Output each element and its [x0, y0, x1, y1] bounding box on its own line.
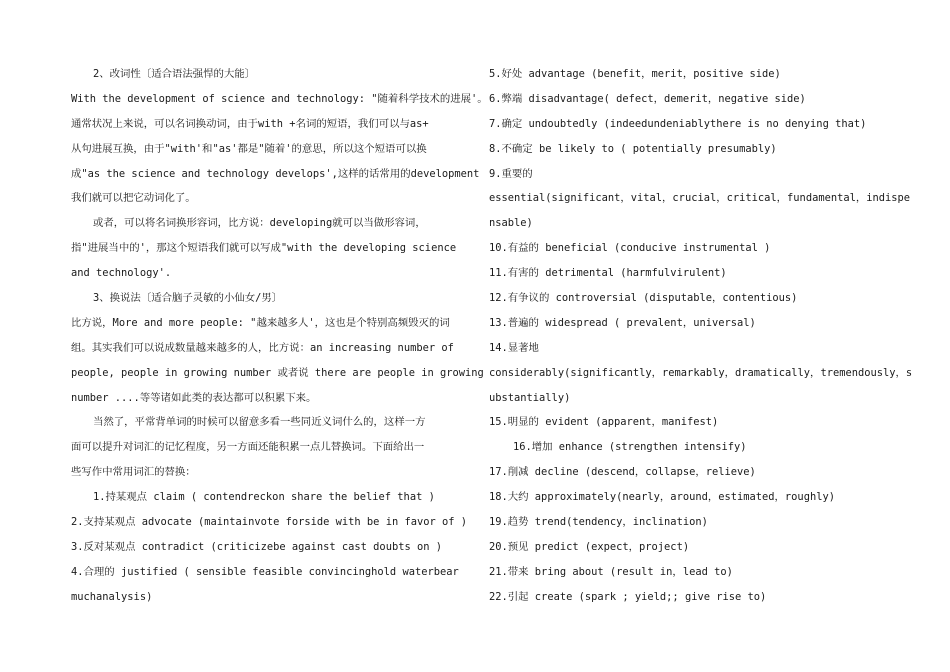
left-column-line: 从句进展互换，由于"with'和"as'都是"随着'的意思，所以这个短语可以换 [71, 142, 427, 155]
right-column-line: considerably(significantly，remarkably，dramatically，tremendously，s [489, 366, 913, 379]
left-column [71, 62, 488, 610]
right-column-line: 21.带来 bring about (result in，lead to) [489, 565, 733, 578]
left-column-line: and technology'. [71, 267, 172, 280]
left-column-line: 或者，可以将名词换形容词，比方说：developing就可以当做形容词， [93, 217, 426, 230]
right-column-line: 22.引起 create (spark ; yield;; give rise to) [489, 590, 767, 603]
right-column-line: 17.削减 decline (descend，collapse，relieve) [489, 466, 756, 479]
right-column-line: 7.确定 undoubtedly (indeedundeniablythere is no denying that) [489, 117, 867, 130]
left-column-line: 比方说，More and more people: "越来越多人'，这也是个特别高频毁灭的词 [71, 316, 450, 329]
left-column-line: 组。其实我们可以说成数量越来越多的人，比方说：an increasing number of [71, 341, 454, 354]
right-column-line: 15.明显的 evident (apparent，manifest) [489, 416, 719, 429]
left-column-line: 成"as the science and technology develops',这样的话常用的development [71, 167, 480, 180]
left-column-line: 3.反对某观点 contradict (criticizebe against cast doubts on ) [71, 540, 442, 553]
right-column-line: 8.不确定 be likely to ( potentially presumably) [489, 142, 777, 155]
right-column-line: 5.好处 advantage (benefit，merit，positive side) [489, 68, 781, 80]
left-column-line: muchanalysis) [71, 590, 153, 603]
right-column-line: 12.有争议的 controversial (disputable，contentious) [489, 292, 798, 305]
right-column-line: 19.趋势 trend(tendency，inclination) [489, 516, 708, 529]
right-column-line: 11.有害的 detrimental (harmfulvirulent) [489, 267, 727, 280]
left-column-line: 通常状况上来说，可以名词换动词，由于with +名词的短语，我们可以与as+ [71, 117, 429, 130]
left-column-line: people, people in growing number 或者说 there are people in growing [71, 366, 484, 379]
right-column-line: 20.预见 predict (expect，project) [489, 540, 690, 553]
right-column-line: 18.大约 approximately(nearly，around，estimated，roughly) [489, 491, 835, 504]
left-column-line: With the development of science and technology: "随着科学技术的进展'。 [71, 92, 488, 105]
right-column-line: 14.显著地 [489, 341, 539, 354]
left-column-line: 3、换说法〔适合脑子灵敏的小仙女/男〕 [93, 292, 283, 305]
left-column-line: 4.合理的 justified ( sensible feasible convincinghold waterbear [71, 565, 459, 578]
right-column-line: essential(significant，vital，crucial，critical，fundamental，indispe [489, 192, 911, 205]
left-column-line: 2.支持某观点 advocate (maintainvote forside with be in favor of ) [71, 516, 468, 529]
right-column-line: 13.普遍的 widespread ( prevalent，universal) [489, 316, 756, 329]
right-column-line: 10.有益的 beneficial (conducive instrumental ) [489, 242, 771, 255]
left-column-line: 面可以提升对词汇的记忆程度，另一方面还能积累一点儿替换词。下面给出一 [71, 441, 425, 454]
right-column-line: ubstantially) [489, 391, 571, 404]
left-column-line: 当然了，平常背单词的时候可以留意多看一些同近义词什么的，这样一方 [93, 416, 426, 429]
right-column [489, 62, 913, 610]
right-column-line: 6.弊端 disadvantage( defect，demerit，negative side) [489, 92, 806, 105]
right-column-line: 16.增加 enhance (strengthen intensify) [513, 441, 747, 454]
right-column-line: 9.重要的 [489, 167, 533, 180]
left-column-line: 1.持某观点 claim ( contendreckon share the belief that ) [93, 491, 435, 504]
left-column-line: 我们就可以把它动词化了。 [71, 192, 196, 205]
left-column-line: 2、改词性〔适合语法强悍的大能〕 [93, 68, 256, 80]
left-column-line: 指"进展当中的'，那这个短语我们就可以写成"with the developing science [71, 242, 457, 255]
left-column-line: number ....等等诸如此类的表达都可以积累下来。 [71, 391, 317, 404]
right-column-line: nsable) [489, 217, 533, 230]
left-column-line: 些写作中常用词汇的替换： [71, 466, 196, 479]
